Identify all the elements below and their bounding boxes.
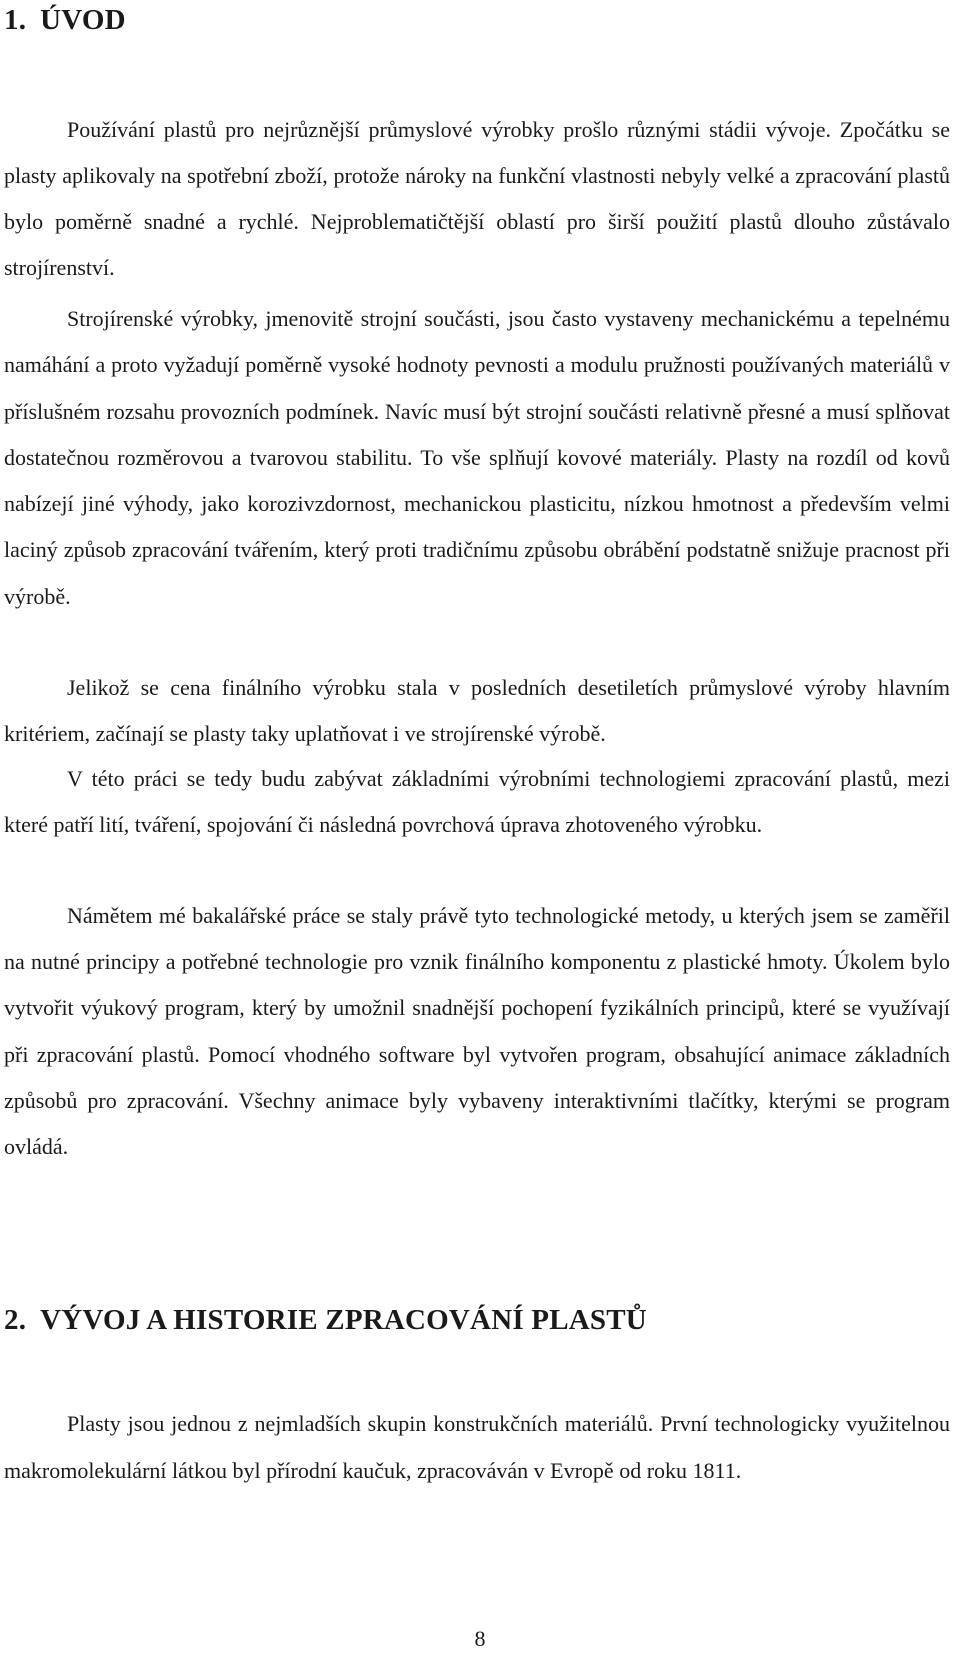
section-1-heading — [4, 2, 126, 38]
paragraph-thesis-topic: Námětem mé bakalářské práce se staly právě tyto technologické metody, u kterých jsem se zaměřil na nutné principy a potřebné technologie pro vznik finálního komponentu z plastické hmoty. Úkolem bylo vytvořit výukový program, který by umožnil snadnější pochopení fyzikálních principů, které se využívají při zpracování plastů. Pomocí vhodného software byl vytvořen program, obsahující animace základních způsobů pro zpracování. Všechny animace byly vybaveny interaktivními tlačítky, kterými se program ovládá. — [4, 903, 950, 1160]
paragraph-history: Plasty jsou jednou z nejmladších skupin konstrukčních materiálů. První technologicky využitelnou makromolekulární látkou byl přírodní kaučuk, zpracováván v Evropě od roku 1811. — [4, 1411, 950, 1483]
section-1-number: 1. — [4, 4, 27, 36]
section-2-title: VÝVOJ A HISTORIE ZPRACOVÁNÍ PLASTŮ — [40, 1304, 647, 1336]
section-2-number: 2. — [4, 1304, 27, 1336]
section-2-heading — [4, 1302, 647, 1338]
paragraph-intro: Používání plastů pro nejrůznější průmyslové výrobky prošlo různými stádii vývoje. Zpočátku se plasty aplikovaly na spotřební zboží, protože nároky na funkční vlastnosti nebyly velké a zpracování plastů bylo poměrně snadné a rychlé. Nejproblematičtější oblastí pro širší použití plastů dlouho zůstávalo strojírenství. — [4, 117, 950, 280]
section-1-title: ÚVOD — [40, 4, 126, 36]
paragraph-cost: Jelikož se cena finálního výrobku stala v posledních desetiletích průmyslové výroby hlavním kritériem, začínají se plasty taky uplatňovat i ve strojírenské výrobě. — [4, 675, 950, 746]
page-number: 8 — [474, 1626, 486, 1651]
paragraph-engineering: Strojírenské výrobky, jmenovitě strojní součásti, jsou často vystaveny mechanickému a tepelnému namáhání a proto vyžadují poměrně vysoké hodnoty pevnosti a modulu pružnosti používaných materiálů v příslušném rozsahu provozních podmínek. Navíc musí být strojní součásti relativně přesné a musí splňovat dostatečnou rozměrovou a tvarovou stabilitu. To vše splňují kovové materiály. Plasty na rozdíl od kovů nabízejí jiné výhody, jako korozivzdornost, mechanickou plasticitu, nízkou hmotnost a především velmi laciný způsob zpracování tvářením, který proti tradičnímu způsobu obrábění podstatně snižuje pracnost při výrobě. — [4, 306, 950, 609]
paragraph-scope: V této práci se tedy budu zabývat základními výrobními technologiemi zpracování plastů, mezi které patří lití, tváření, spojování či následná povrchová úprava zhotoveného výrobku. — [4, 766, 950, 837]
